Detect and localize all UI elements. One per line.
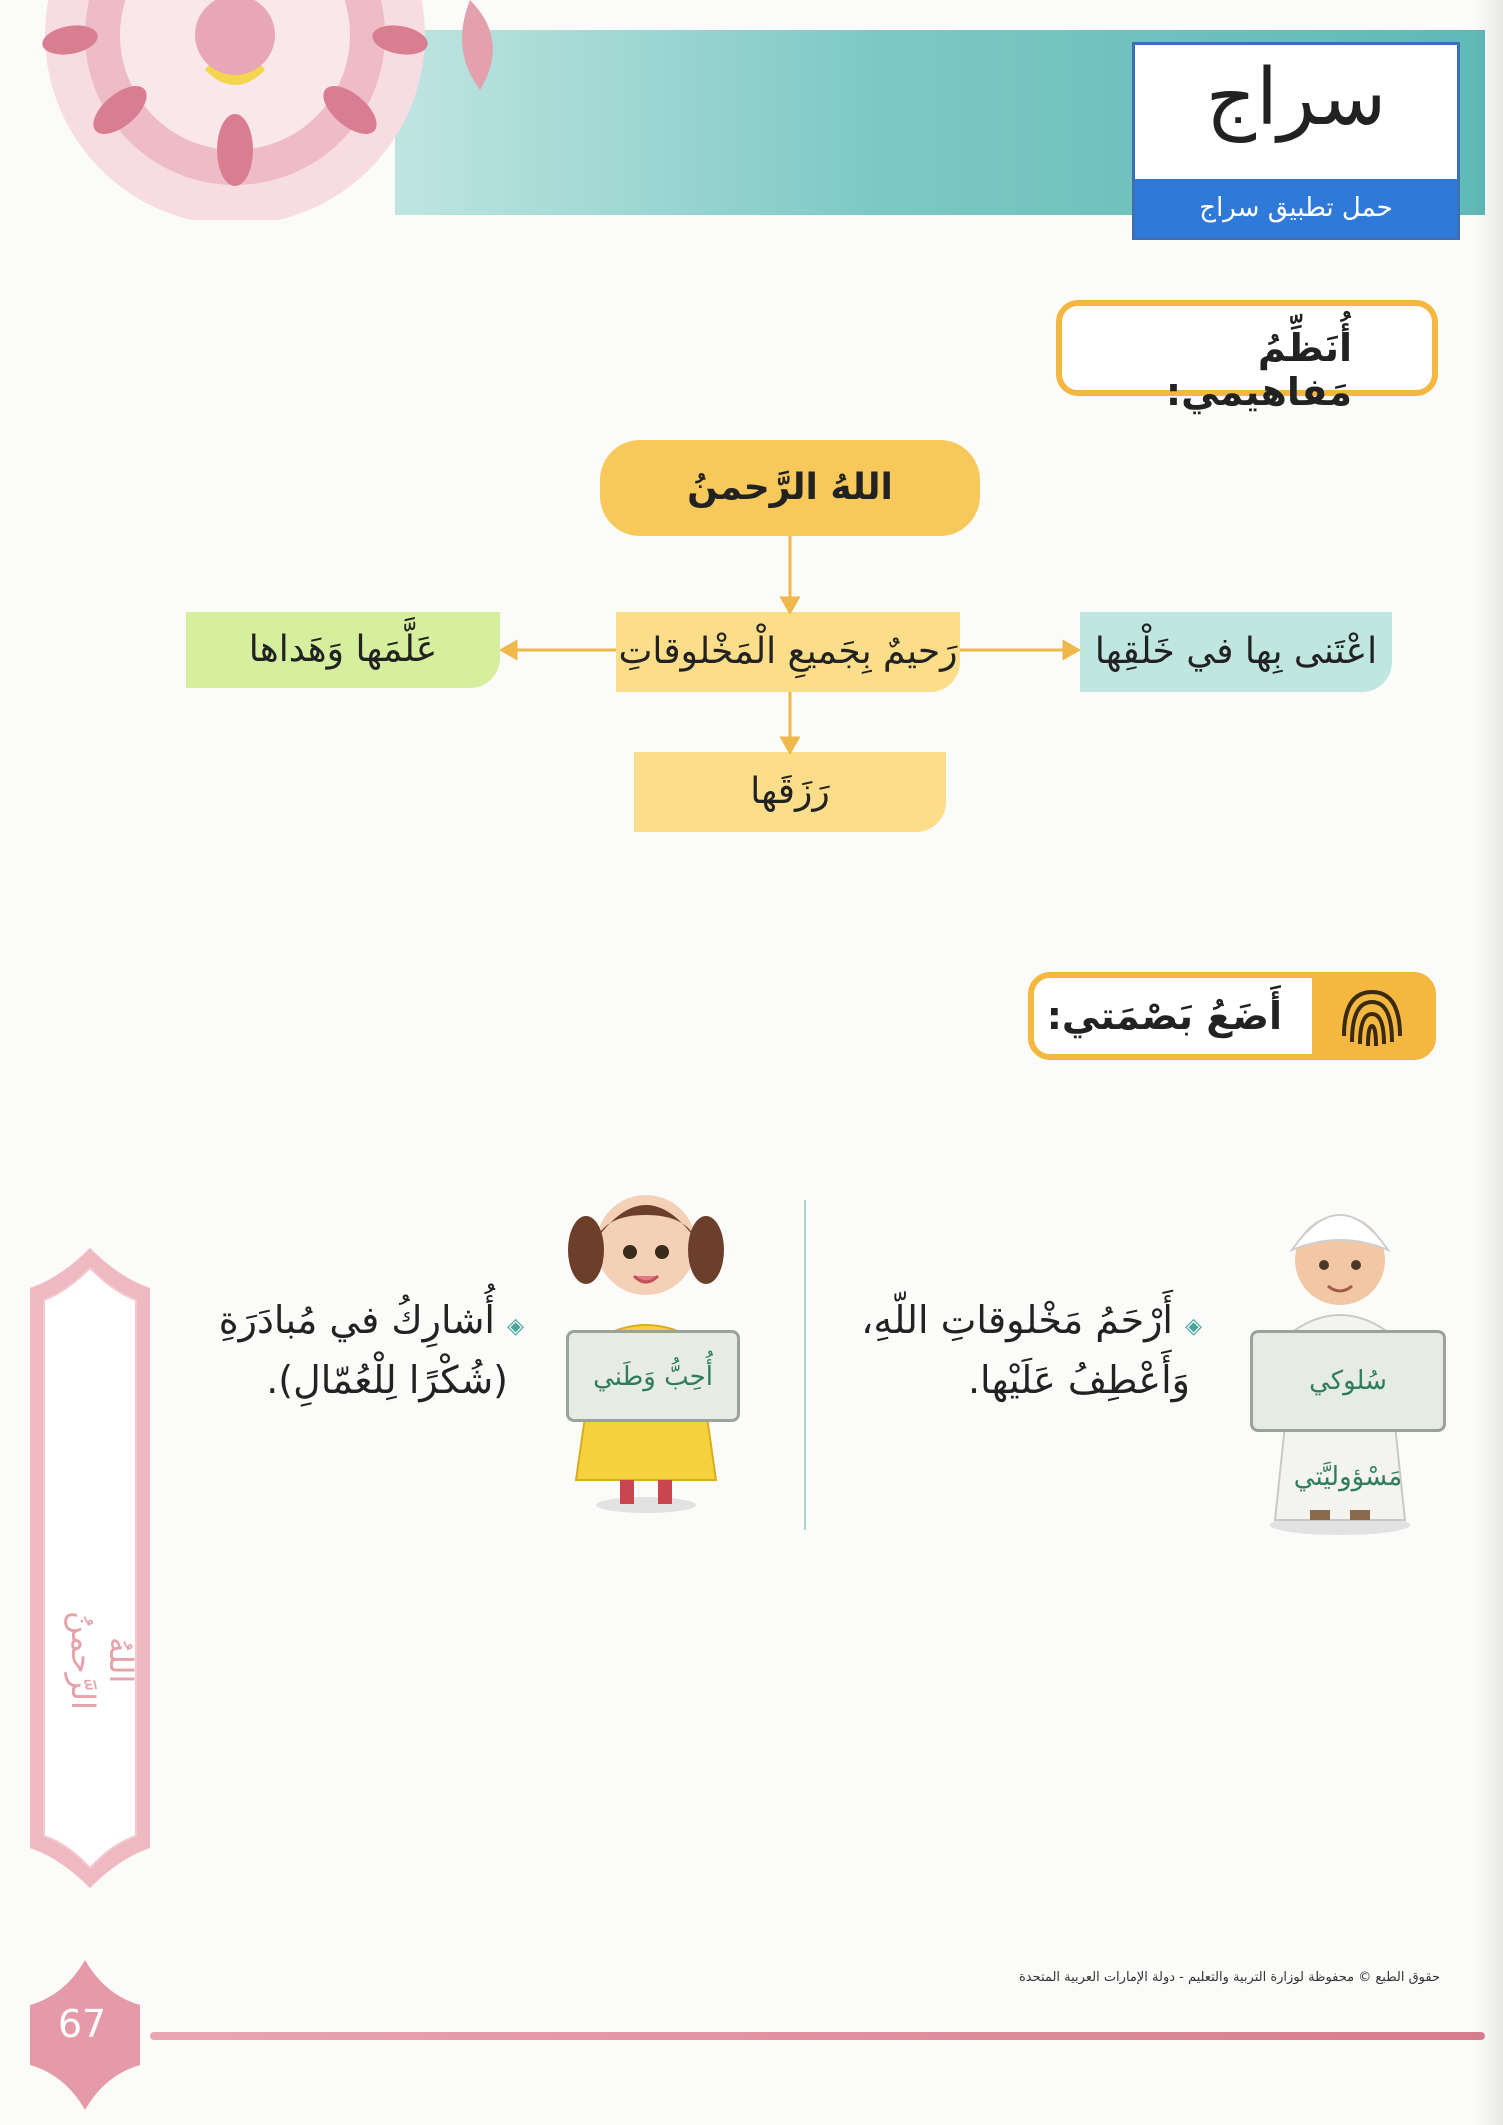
concept-map-left: عَلَّمَها وَهَداها <box>186 612 500 688</box>
concept-map-right: اعْتَنى بِها في خَلْقِها <box>1080 612 1392 692</box>
fingerprint-icon <box>1312 972 1430 1060</box>
bullet-icon: ◈ <box>1185 1314 1202 1339</box>
concept-map-center: رَحيمٌ بِجَميعِ الْمَخْلوقاتِ <box>616 612 960 692</box>
girl-sign: أُحِبُّ وَطَني <box>566 1330 740 1422</box>
siraj-logo-word: سراج <box>1205 53 1387 143</box>
copyright-notice: حقوق الطبع © محفوظة لوزارة التربية والتعليم - دولة الإمارات العربية المتحدة <box>1018 1970 1440 1985</box>
right-activity-line1 <box>861 1290 1202 1357</box>
footer-line <box>150 2032 1485 2040</box>
left-activity-text1: أُشارِكُ في مُبادَرَةِ <box>218 1298 495 1342</box>
boy-sign: سُلوكي مَسْؤوليَّتي <box>1250 1330 1446 1432</box>
siraj-logo[interactable] <box>1132 42 1460 240</box>
concept-map-bottom: رَزَقَها <box>634 752 946 832</box>
left-activity-line2: (شُكْرًا لِلْعُمّالِ). <box>266 1358 508 1402</box>
fingerprint-badge <box>1312 972 1430 1060</box>
activity-divider <box>804 1200 806 1530</box>
page-edge-shadow <box>1475 0 1503 2125</box>
my-fingerprint-title: أَضَعُ بَصْمَتي: <box>1046 994 1282 1038</box>
right-activity-text1: أَرْحَمُ مَخْلوقاتِ اللّهِ، <box>861 1298 1173 1342</box>
concept-map-root: اللهُ الرَّحمنُ <box>600 440 980 536</box>
left-activity-line1 <box>218 1290 524 1357</box>
page-number: 67 <box>57 2002 107 2046</box>
bullet-icon: ◈ <box>507 1314 524 1339</box>
organize-concepts-title-box <box>1056 300 1438 414</box>
siraj-logo-tagline: حمل تطبيق سراج <box>1135 179 1457 237</box>
arabesque-ornament-icon <box>0 0 560 220</box>
right-activity-line2: وَأَعْطِفُ عَلَيْها. <box>967 1358 1190 1402</box>
side-ribbon-label: اللهُ الرَّحمنُ <box>64 1610 140 1710</box>
my-fingerprint-title-box <box>1028 972 1436 1060</box>
organize-concepts-title: أُنَظِّمُ مَفاهيمي: <box>1165 326 1352 414</box>
side-ribbon <box>30 1248 150 1888</box>
